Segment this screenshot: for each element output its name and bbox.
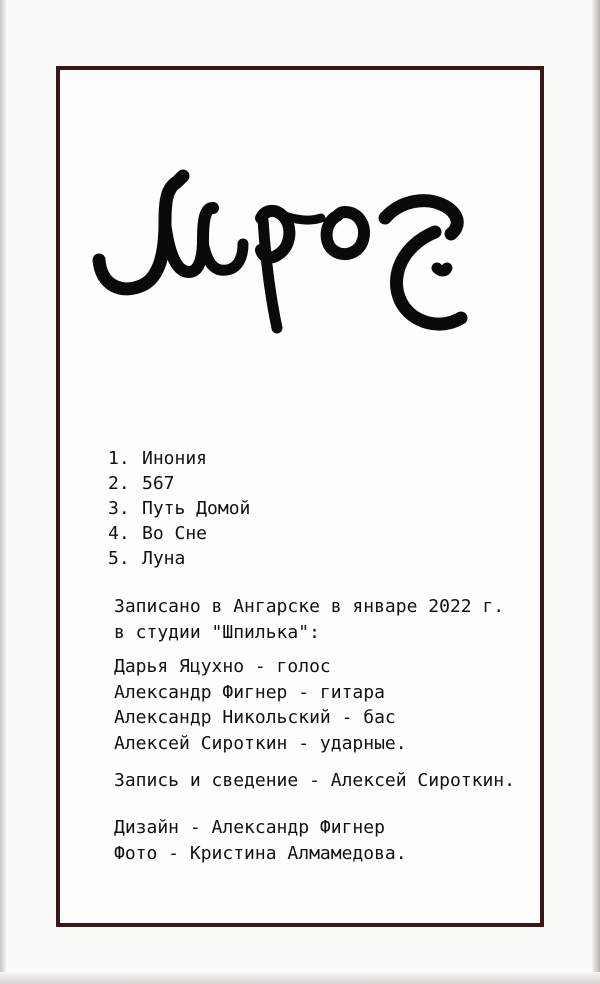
track-number: 5. xyxy=(108,548,130,569)
mixing-credit xyxy=(114,768,515,794)
track-number: 4. xyxy=(108,523,130,544)
calligraphic-logo-icon xyxy=(85,160,485,350)
photo-line: Фото - Кристина Алмамедова. xyxy=(114,842,407,864)
track-item xyxy=(108,496,250,521)
tracklist xyxy=(108,446,250,571)
recording-line-1: Записано в Ангарске в январе 2022 г. xyxy=(114,596,505,617)
scan-edge-bottom xyxy=(0,972,600,984)
track-title: Путь Домой xyxy=(142,498,251,519)
track-number: 3. xyxy=(108,498,130,519)
design-line: Дизайн - Александр Фигнер xyxy=(114,817,385,838)
member-line: Алексей Сироткин - ударные. xyxy=(114,732,407,754)
member-line: Дарья Яцухно - голос xyxy=(114,656,331,677)
track-title: Во Сне xyxy=(142,523,208,544)
track-title: Луна xyxy=(142,548,186,569)
track-item xyxy=(108,546,250,571)
recording-info xyxy=(114,594,504,645)
member-line: Александр Никольский - бас xyxy=(114,707,396,728)
member-line: Александр Фигнер - гитара xyxy=(114,681,385,703)
design-credits xyxy=(114,815,407,866)
track-item xyxy=(108,521,250,546)
band-members xyxy=(114,654,407,756)
track-item xyxy=(108,471,250,496)
mixing-line: Запись и сведение - Алексей Сироткин. xyxy=(114,770,515,791)
track-title: Инония xyxy=(142,448,208,469)
recording-line-2: в студии "Шпилька": xyxy=(114,621,320,643)
track-item xyxy=(108,446,250,471)
track-number: 1. xyxy=(108,448,130,469)
track-number: 2. xyxy=(108,473,130,494)
track-title: 567 xyxy=(142,473,175,494)
scan-edge-left xyxy=(0,0,6,984)
scan-edge-right xyxy=(592,0,600,984)
